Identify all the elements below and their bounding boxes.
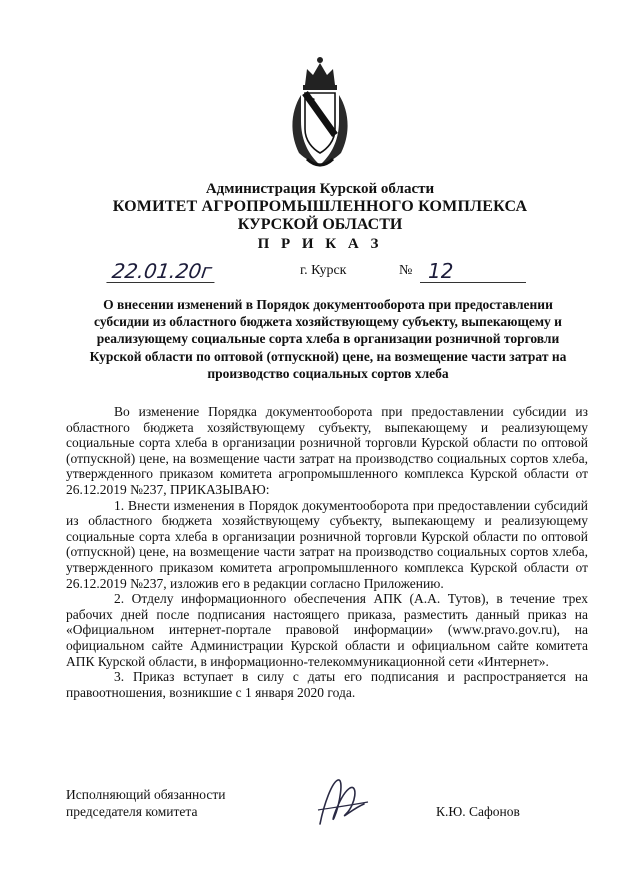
administration-title: Администрация Курской области [205,181,435,197]
signatory-position-line-1: Исполняющий обязанности [66,787,226,802]
coat-of-arms-icon [287,55,353,173]
committee-title: КОМИТЕТ АГРОПРОМЫШЛЕННОГО КОМПЛЕКСА [112,198,528,215]
signatory-position [66,786,306,820]
document-number: 12 [420,260,526,283]
signatory-name: К.Ю. Сафонов [436,804,520,819]
signatory-position-line-2: председателя комитета [66,804,198,819]
document-meta-line [0,260,640,286]
document-city: г. Курск [300,263,347,278]
document-header [0,180,640,253]
order-title: П Р И К А З [257,236,383,252]
region-title: КУРСКОЙ ОБЛАСТИ [237,216,403,233]
document-body [66,404,588,700]
body-paragraph-item-2: 2. Отделу информационного обеспечения АПК (А.А. Тутов), в течение трех рабочих дней после подписания настоящего приказа, разместить данный приказ на «Официальном интернет-портале правовой информации» (www.pravo.gov.ru), на официальном сайте Администрации Курской области и официальном сайте комитета АПК Курской области, в информационно-телекоммуникационной сети «Интернет». [66,591,588,669]
body-paragraph-item-1: 1. Внести изменения в Порядок документооборота при предоставлении субсидий из областного бюджета хозяйствующему субъекту, выпекающему и реализующему социальные сорта хлеба в организации розничной торговли Курской области по оптовой (отпускной) цене, на возмещение части затрат на производство социальных сортов хлеба, утвержденного приказом комитета агропромышленного комплекса Курской области от 26.12.2019 №237, изложив его в редакции согласно Приложению. [66,497,588,591]
document-number-label: № [399,263,413,278]
document-date: 22.01.20г [106,260,217,283]
order-subject-title: О внесении изменений в Порядок документооборота при предоставлении субсидии из областного бюджета хозяйствующему субъекту, выпекающему и реализующему социальные сорта хлеба в организации розничной торговли Курской области по оптовой (отпускной) цене, на возмещение части затрат на производство социальных сортов хлеба [89,297,567,381]
handwritten-signature-icon [310,774,374,832]
body-paragraph-item-3: 3. Приказ вступает в силу с даты его подписания и распространяется на правоотношения, возникшие с 1 января 2020 года. [66,669,588,700]
signature-block [66,786,588,826]
body-paragraph-intro: Во изменение Порядка документооборота при предоставлении субсидии из областного бюджета хозяйствующему субъекту, выпекающему и реализующему социальные сорта хлеба в организации розничной торговли Курской области по оптовой (отпускной) цене, на возмещение части затрат на производство социальных сортов хлеба, утвержденного приказом комитета агропромышленного комплекса Курской области от 26.12.2019 №237, ПРИКАЗЫВАЮ: [66,404,588,497]
